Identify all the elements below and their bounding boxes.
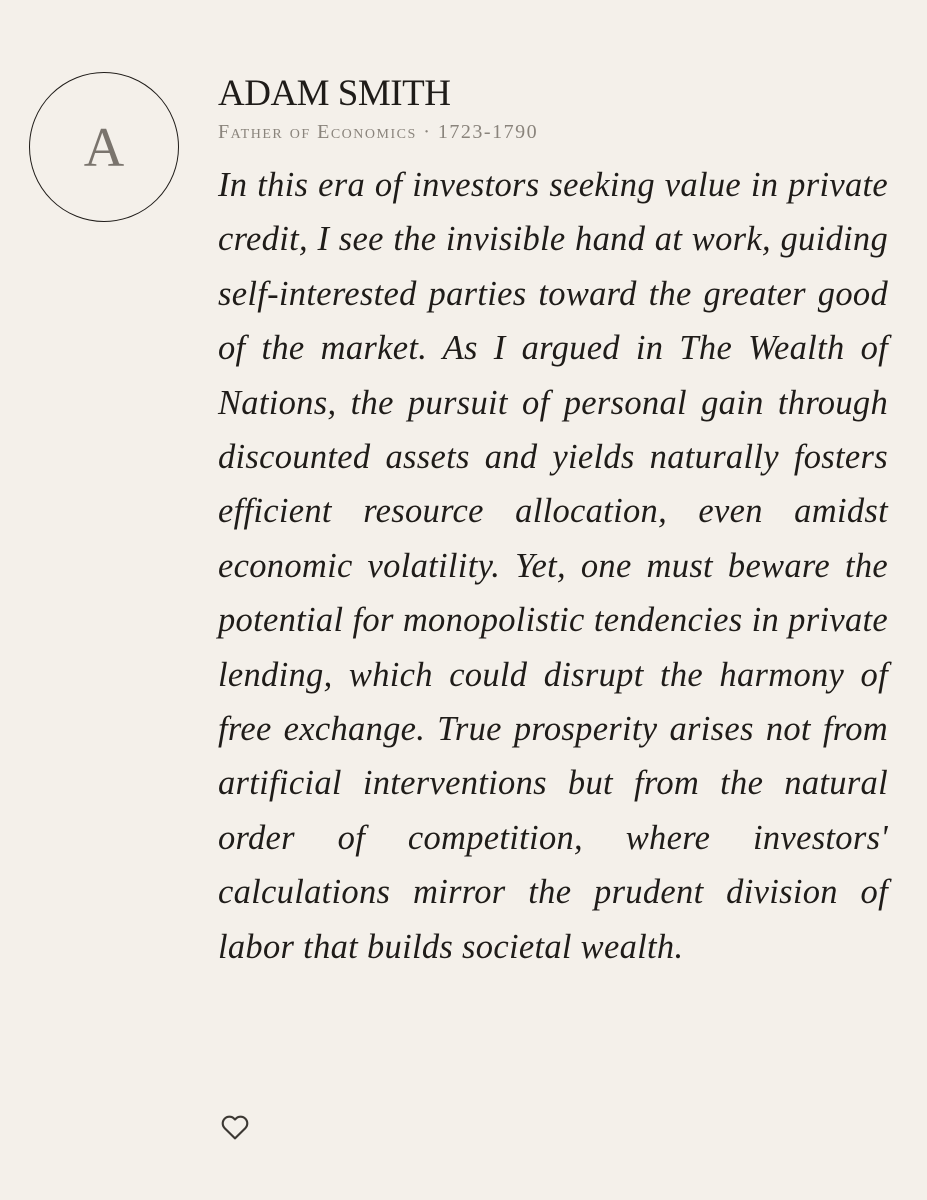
author-title: Father of Economics (218, 121, 417, 143)
author-years: 1723-1790 (437, 121, 539, 143)
heart-outline-icon (219, 1111, 251, 1143)
author-meta (218, 118, 888, 146)
avatar-initial: A (83, 117, 125, 179)
meta-separator: · (423, 121, 432, 143)
quote-text: In this era of investors seeking value in private credit, I see the invisible hand at work, guiding self-interested parties toward the greater good of the market. As I argued in The Wealth of Nations, the pursuit of personal gain through discounted assets and yields naturally fosters efficient resource allocation, even amidst economic volatility. Yet, one must beware the potential for monopolistic tendencies in private lending, which could disrupt the harmony of free exchange. True prosperity arises not from artificial interventions but from the natural order of competition, where investors' calculations mirror the prudent division of labor that builds societal wealth. (218, 166, 888, 966)
post-content (218, 72, 888, 974)
avatar[interactable] (29, 72, 179, 222)
author-name[interactable]: ADAM SMITH (218, 73, 451, 114)
like-button[interactable] (218, 1110, 252, 1144)
